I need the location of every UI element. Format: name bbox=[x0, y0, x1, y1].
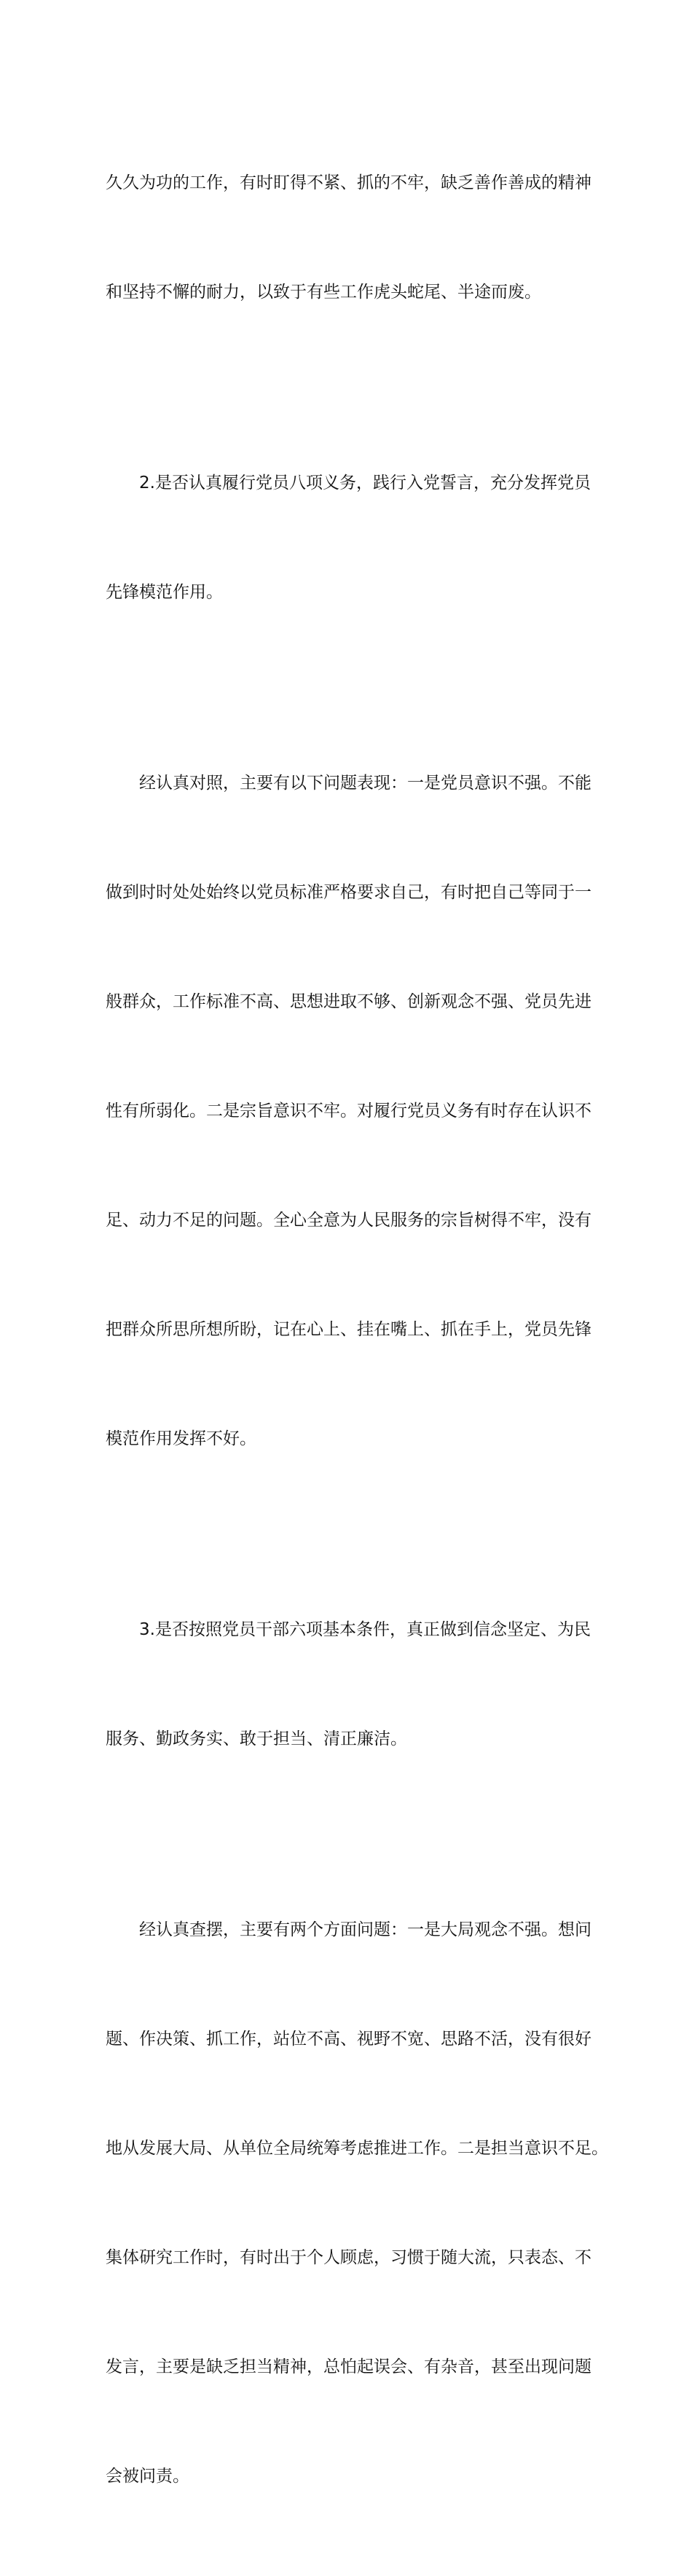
text-line: 集体研究工作时，有时出于个人顾虑，习惯于随大流，只表态、不 bbox=[106, 2248, 591, 2267]
text-line: 足、动力不足的问题。全心全意为人民服务的宗旨树得不牢，没有 bbox=[106, 1211, 591, 1230]
text-line: 把群众所思所想所盼，记在心上、挂在嘴上、抓在手上，党员先锋 bbox=[106, 1320, 591, 1339]
paragraph-item-3-findings bbox=[106, 1839, 608, 2567]
text-line: 久久为功的工作，有时盯得不紧、抓的不牢，缺乏善作善成的精神 bbox=[106, 173, 591, 192]
text-line: 经认真查摆，主要有两个方面问题：一是大局观念不强。想问 bbox=[139, 1920, 591, 1939]
text-line: 3.是否按照党员干部六项基本条件，真正做到信念坚定、为民 bbox=[139, 1620, 591, 1639]
text-line: 做到时时处处始终以党员标准严格要求自己，有时把自己等同于一 bbox=[106, 883, 591, 902]
text-line: 会被问责。 bbox=[106, 2467, 189, 2486]
text-line: 服务、勤政务实、敢于担当、清正廉洁。 bbox=[106, 1729, 407, 1748]
paragraph-item-2-heading bbox=[106, 392, 591, 683]
text-line: 般群众，工作标准不高、思想进取不够、创新观念不强、党员先进 bbox=[106, 992, 591, 1011]
text-line: 先锋模范作用。 bbox=[106, 583, 223, 602]
text-line: 模范作用发挥不好。 bbox=[106, 1429, 256, 1448]
paragraph-item-2-findings bbox=[106, 692, 591, 1530]
text-line: 发言，主要是缺乏担当精神，总怕起误会、有杂音，甚至出现问题 bbox=[106, 2357, 591, 2376]
paragraph-continuation bbox=[106, 92, 591, 383]
text-line: 性有所弱化。二是宗旨意识不牢。对履行党员义务有时存在认识不 bbox=[106, 1102, 591, 1120]
text-line: 地从发展大局、从单位全局统筹考虑推进工作。二是担当意识不足。 bbox=[106, 2139, 608, 2158]
text-line: 题、作决策、抓工作，站位不高、视野不宽、思路不活，没有很好 bbox=[106, 2030, 591, 2049]
text-line: 和坚持不懈的耐力，以致于有些工作虎头蛇尾、半途而废。 bbox=[106, 283, 541, 302]
text-line: 2.是否认真履行党员八项义务，践行入党誓言，充分发挥党员 bbox=[139, 474, 591, 492]
paragraph-item-3-heading bbox=[106, 1539, 591, 1830]
document-body bbox=[106, 92, 608, 2576]
text-line: 经认真对照，主要有以下问题表现：一是党员意识不强。不能 bbox=[139, 774, 591, 793]
